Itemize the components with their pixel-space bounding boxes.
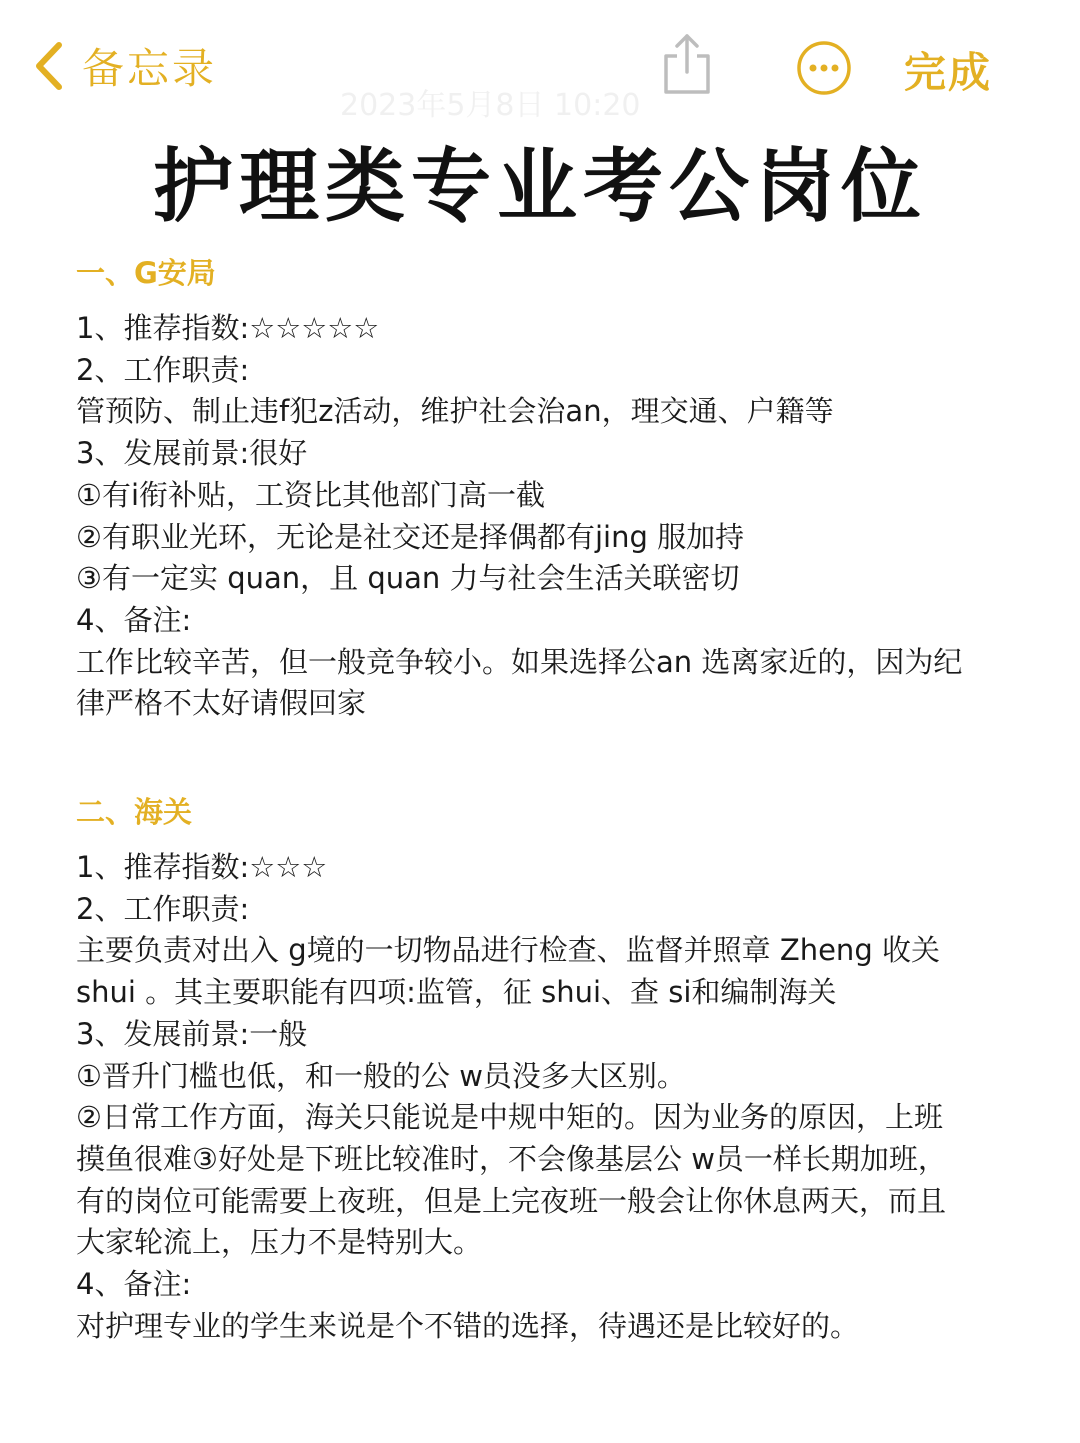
body-line: 工作比较辛苦，但一般竞争较小。如果选择公an 选离家近的，因为纪 xyxy=(76,644,963,679)
body-line: 主要负责对出入 g境的一切物品进行检查、监督并照章 Zheng 收关 xyxy=(76,933,940,968)
body-line: 1、推荐指数:☆☆☆☆☆ xyxy=(76,311,380,345)
section-heading: 一、G安局 xyxy=(76,256,216,290)
section-spacer xyxy=(76,725,1006,791)
body-line: 管预防、制止违f犯z活动，维护社会治an，理交通、户籍等 xyxy=(76,394,834,429)
body-line: ②日常工作方面，海关只能说是中规中矩的。因为业务的原因，上班 xyxy=(76,1100,943,1135)
section-gongan xyxy=(76,252,1006,725)
body-line: 4、备注: xyxy=(76,602,192,637)
more-button[interactable] xyxy=(796,40,852,96)
body-line: 2、工作职责: xyxy=(76,352,250,387)
section-haiguan xyxy=(76,791,1006,1347)
back-label: 备忘录 xyxy=(82,44,218,93)
note-title: 护理类专业考公岗位 xyxy=(153,140,927,233)
note-body[interactable] xyxy=(76,252,1006,1347)
body-line: shui 。其主要职能有四项:监管，征 shui、查 si和编制海关 xyxy=(76,975,837,1010)
body-line: 大家轮流上，压力不是特别大。 xyxy=(76,1225,483,1260)
body-line: 有的岗位可能需要上夜班，但是上完夜班一般会让你休息两天，而且 xyxy=(76,1183,947,1218)
share-icon xyxy=(662,81,712,100)
body-line: ①有i衔补贴，工资比其他部门高一截 xyxy=(76,477,546,512)
body-line: 2、工作职责: xyxy=(76,891,250,926)
section-heading: 二、海关 xyxy=(76,795,193,830)
navigation-bar xyxy=(0,0,1080,130)
body-line: 摸鱼很难③好处是下班比较准时，不会像基层公 w员一样长期加班， xyxy=(76,1141,947,1176)
done-button[interactable]: 完成 xyxy=(904,48,993,97)
body-line: 3、发展前景:一般 xyxy=(76,1016,308,1051)
body-line: 4、备注: xyxy=(76,1267,192,1302)
body-line: ③有一定实 quan，且 quan 力与社会生活关联密切 xyxy=(76,561,740,596)
body-line: ②有职业光环，无论是社交还是择偶都有jing 服加持 xyxy=(76,519,745,554)
body-line: 对护理专业的学生来说是个不错的选择，待遇还是比较好的。 xyxy=(76,1308,860,1343)
share-button[interactable] xyxy=(662,32,712,96)
back-button[interactable] xyxy=(34,38,217,94)
chevron-left-icon xyxy=(34,41,64,91)
more-icon xyxy=(796,81,852,100)
body-line: 1、推荐指数:☆☆☆ xyxy=(76,850,328,885)
body-line: ①晋升门槛也低，和一般的公 w员没多大区别。 xyxy=(76,1058,686,1093)
body-line: 律严格不太好请假回家 xyxy=(76,686,367,721)
body-line: 3、发展前景:很好 xyxy=(76,436,308,471)
note-timestamp: 2023年5月8日 10:20 xyxy=(340,88,641,123)
